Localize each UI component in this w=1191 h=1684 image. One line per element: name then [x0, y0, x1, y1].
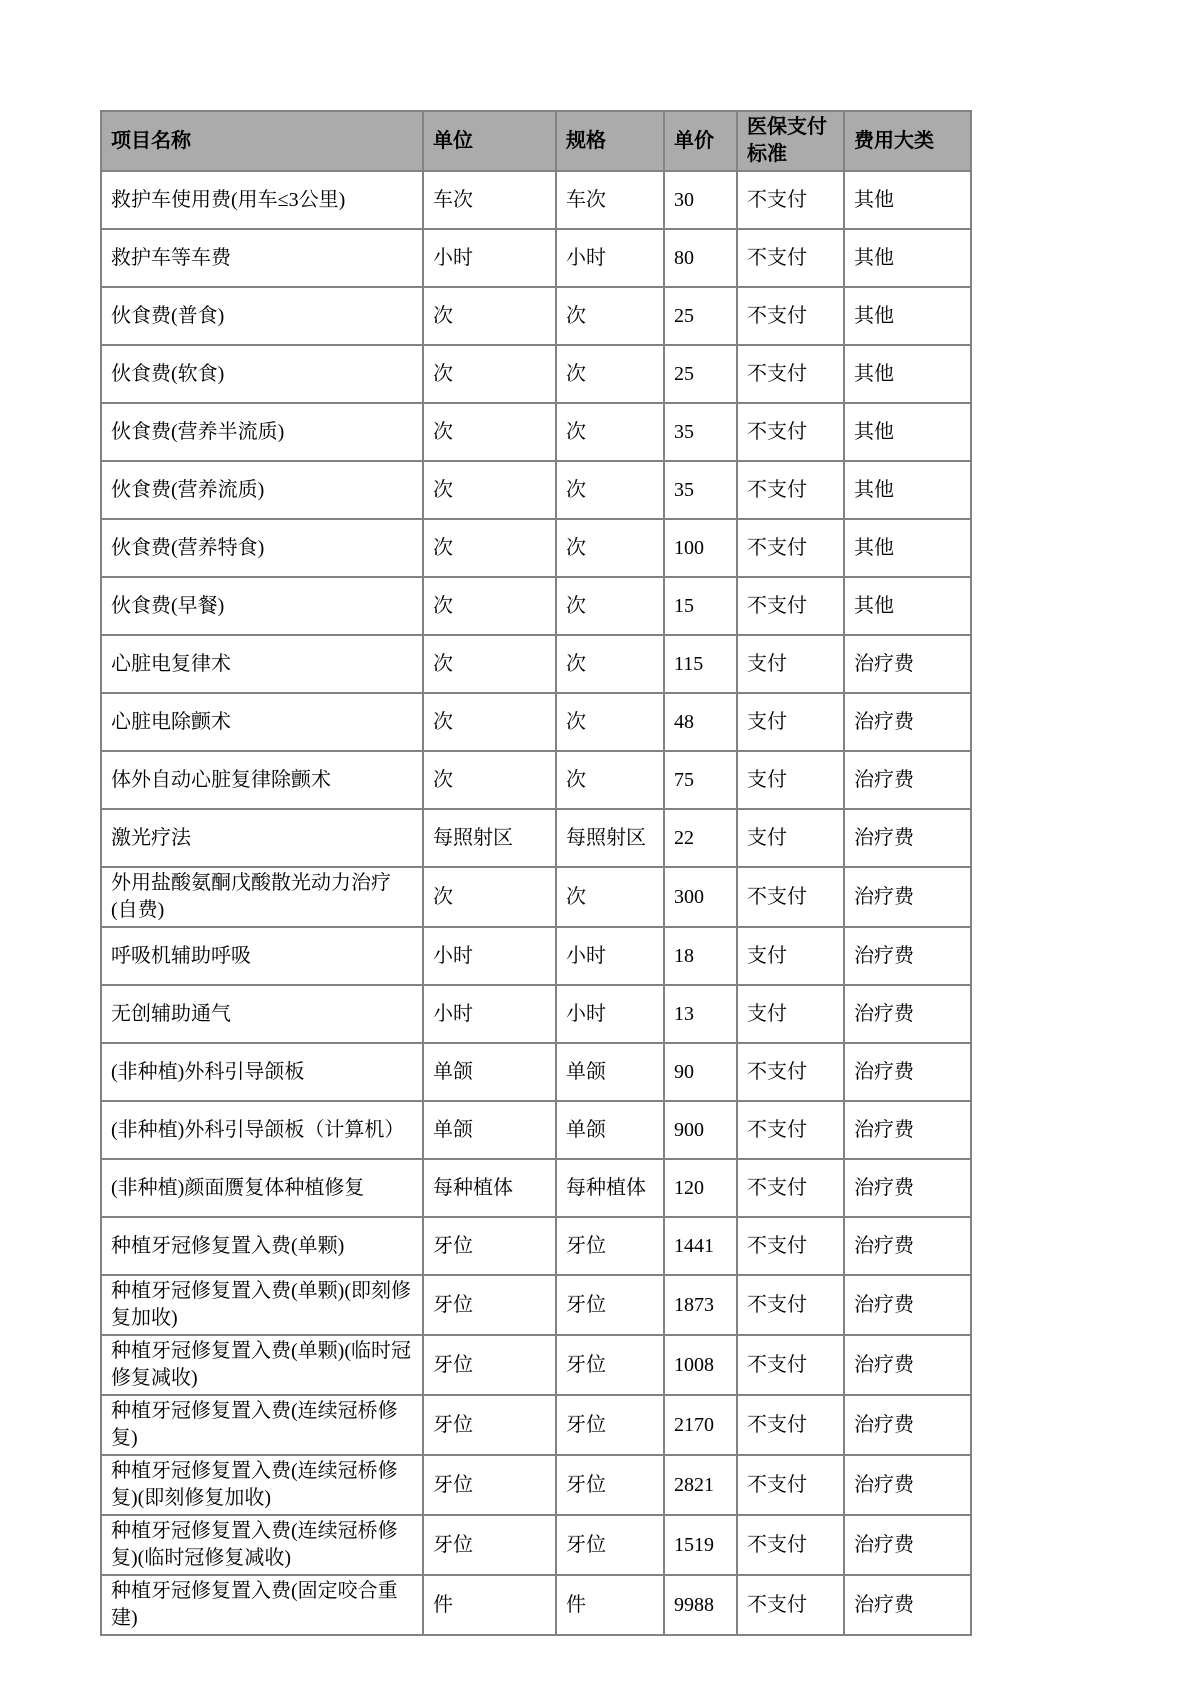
item-name-cell: (非种植)颜面赝复体种植修复	[101, 1159, 423, 1217]
unit-price-cell: 1441	[664, 1217, 737, 1275]
table-row	[101, 345, 971, 403]
spec-cell: 小时	[556, 985, 664, 1043]
unit-price-header: 单价	[664, 111, 737, 171]
unit-cell: 次	[423, 867, 556, 927]
unit-cell: 每照射区	[423, 809, 556, 867]
item-name-cell: 救护车使用费(用车≤3公里)	[101, 171, 423, 229]
item-name-cell: 伙食费(营养半流质)	[101, 403, 423, 461]
fee-category-cell: 其他	[844, 345, 971, 403]
unit-cell: 次	[423, 577, 556, 635]
table-row	[101, 985, 971, 1043]
unit-cell: 小时	[423, 927, 556, 985]
spec-cell: 牙位	[556, 1275, 664, 1335]
unit-price-cell: 13	[664, 985, 737, 1043]
spec-cell: 次	[556, 403, 664, 461]
insurance-standard-cell: 不支付	[737, 867, 844, 927]
table-row	[101, 1159, 971, 1217]
unit-cell: 次	[423, 461, 556, 519]
table-row	[101, 927, 971, 985]
item-name-cell: 种植牙冠修复置入费(单颗)(临时冠修复减收)	[101, 1335, 423, 1395]
fee-category-cell: 治疗费	[844, 1159, 971, 1217]
unit-cell: 次	[423, 403, 556, 461]
unit-cell: 次	[423, 693, 556, 751]
unit-price-cell: 100	[664, 519, 737, 577]
fee-table-header	[101, 111, 971, 171]
table-row	[101, 461, 971, 519]
item-name-cell: 种植牙冠修复置入费(连续冠桥修复)	[101, 1395, 423, 1455]
spec-cell: 小时	[556, 927, 664, 985]
item-name-cell: 种植牙冠修复置入费(连续冠桥修复)(临时冠修复减收)	[101, 1515, 423, 1575]
unit-price-cell: 30	[664, 171, 737, 229]
table-row	[101, 403, 971, 461]
unit-cell: 牙位	[423, 1335, 556, 1395]
unit-price-cell: 48	[664, 693, 737, 751]
item-name-cell: 伙食费(早餐)	[101, 577, 423, 635]
spec-cell: 牙位	[556, 1455, 664, 1515]
fee-category-cell: 其他	[844, 229, 971, 287]
unit-cell: 每种植体	[423, 1159, 556, 1217]
table-row	[101, 1395, 971, 1455]
unit-cell: 牙位	[423, 1395, 556, 1455]
fee-category-cell: 治疗费	[844, 1575, 971, 1635]
item-name-cell: (非种植)外科引导颌板（计算机）	[101, 1101, 423, 1159]
spec-cell: 每照射区	[556, 809, 664, 867]
unit-cell: 牙位	[423, 1455, 556, 1515]
unit-price-cell: 300	[664, 867, 737, 927]
fee-category-cell: 其他	[844, 287, 971, 345]
fee-category-cell: 治疗费	[844, 867, 971, 927]
fee-category-cell: 治疗费	[844, 693, 971, 751]
table-row	[101, 171, 971, 229]
item-name-cell: 无创辅助通气	[101, 985, 423, 1043]
unit-price-cell: 1873	[664, 1275, 737, 1335]
item-name-cell: 种植牙冠修复置入费(固定咬合重建)	[101, 1575, 423, 1635]
fee-category-cell: 治疗费	[844, 751, 971, 809]
spec-cell: 单颌	[556, 1043, 664, 1101]
item-name-header: 项目名称	[101, 111, 423, 171]
insurance-standard-cell: 支付	[737, 693, 844, 751]
item-name-cell: 心脏电复律术	[101, 635, 423, 693]
unit-cell: 次	[423, 287, 556, 345]
insurance-standard-cell: 不支付	[737, 345, 844, 403]
insurance-standard-cell: 支付	[737, 635, 844, 693]
unit-cell: 牙位	[423, 1217, 556, 1275]
table-row	[101, 867, 971, 927]
header-row	[101, 111, 971, 171]
insurance-standard-cell: 不支付	[737, 1159, 844, 1217]
spec-cell: 次	[556, 577, 664, 635]
item-name-cell: 体外自动心脏复律除颤术	[101, 751, 423, 809]
fee-category-cell: 其他	[844, 577, 971, 635]
unit-cell: 次	[423, 519, 556, 577]
table-row	[101, 1101, 971, 1159]
unit-cell: 牙位	[423, 1275, 556, 1335]
unit-price-cell: 1519	[664, 1515, 737, 1575]
unit-price-cell: 115	[664, 635, 737, 693]
fee-category-cell: 治疗费	[844, 1515, 971, 1575]
unit-price-cell: 1008	[664, 1335, 737, 1395]
unit-price-cell: 2821	[664, 1455, 737, 1515]
unit-cell: 次	[423, 635, 556, 693]
item-name-cell: 伙食费(软食)	[101, 345, 423, 403]
insurance-standard-cell: 不支付	[737, 1101, 844, 1159]
spec-cell: 车次	[556, 171, 664, 229]
insurance-standard-cell: 支付	[737, 751, 844, 809]
insurance-standard-cell: 不支付	[737, 403, 844, 461]
unit-cell: 单颌	[423, 1043, 556, 1101]
item-name-cell: 救护车等车费	[101, 229, 423, 287]
item-name-cell: 呼吸机辅助呼吸	[101, 927, 423, 985]
fee-table-body	[101, 171, 971, 1635]
unit-price-cell: 2170	[664, 1395, 737, 1455]
unit-price-cell: 90	[664, 1043, 737, 1101]
unit-price-cell: 22	[664, 809, 737, 867]
spec-cell: 次	[556, 867, 664, 927]
fee-category-cell: 治疗费	[844, 635, 971, 693]
item-name-cell: 种植牙冠修复置入费(单颗)	[101, 1217, 423, 1275]
insurance-standard-cell: 不支付	[737, 461, 844, 519]
insurance-standard-header: 医保支付标准	[737, 111, 844, 171]
item-name-cell: 伙食费(普食)	[101, 287, 423, 345]
unit-cell: 小时	[423, 229, 556, 287]
insurance-standard-cell: 支付	[737, 927, 844, 985]
spec-cell: 小时	[556, 229, 664, 287]
table-row	[101, 577, 971, 635]
item-name-cell: 激光疗法	[101, 809, 423, 867]
table-row	[101, 635, 971, 693]
fee-category-cell: 其他	[844, 171, 971, 229]
unit-price-cell: 80	[664, 229, 737, 287]
fee-category-cell: 治疗费	[844, 1217, 971, 1275]
table-row	[101, 693, 971, 751]
insurance-standard-cell: 不支付	[737, 519, 844, 577]
unit-cell: 牙位	[423, 1515, 556, 1575]
spec-cell: 次	[556, 519, 664, 577]
fee-category-cell: 治疗费	[844, 1335, 971, 1395]
item-name-cell: 伙食费(营养流质)	[101, 461, 423, 519]
fee-category-cell: 治疗费	[844, 927, 971, 985]
unit-cell: 件	[423, 1575, 556, 1635]
spec-cell: 次	[556, 345, 664, 403]
insurance-standard-cell: 不支付	[737, 577, 844, 635]
spec-cell: 次	[556, 635, 664, 693]
unit-cell: 单颌	[423, 1101, 556, 1159]
table-row	[101, 751, 971, 809]
spec-cell: 次	[556, 287, 664, 345]
unit-price-cell: 25	[664, 287, 737, 345]
insurance-standard-cell: 不支付	[737, 1395, 844, 1455]
insurance-standard-cell: 不支付	[737, 229, 844, 287]
item-name-cell: 心脏电除颤术	[101, 693, 423, 751]
fee-category-cell: 治疗费	[844, 1395, 971, 1455]
item-name-cell: 外用盐酸氨酮戊酸散光动力治疗(自费)	[101, 867, 423, 927]
table-row	[101, 229, 971, 287]
table-row	[101, 1515, 971, 1575]
spec-cell: 牙位	[556, 1395, 664, 1455]
unit-cell: 车次	[423, 171, 556, 229]
insurance-standard-cell: 不支付	[737, 1515, 844, 1575]
spec-cell: 次	[556, 461, 664, 519]
fee-category-cell: 其他	[844, 519, 971, 577]
spec-cell: 次	[556, 693, 664, 751]
unit-price-cell: 18	[664, 927, 737, 985]
fee-category-header: 费用大类	[844, 111, 971, 171]
unit-cell: 小时	[423, 985, 556, 1043]
fee-category-cell: 治疗费	[844, 1101, 971, 1159]
table-row	[101, 1575, 971, 1635]
table-row	[101, 1043, 971, 1101]
insurance-standard-cell: 支付	[737, 985, 844, 1043]
unit-cell: 次	[423, 751, 556, 809]
unit-price-cell: 120	[664, 1159, 737, 1217]
table-row	[101, 519, 971, 577]
table-row	[101, 287, 971, 345]
spec-cell: 牙位	[556, 1335, 664, 1395]
table-row	[101, 1455, 971, 1515]
table-row	[101, 1275, 971, 1335]
item-name-cell: 种植牙冠修复置入费(单颗)(即刻修复加收)	[101, 1275, 423, 1335]
insurance-standard-cell: 不支付	[737, 287, 844, 345]
fee-table	[100, 110, 972, 1636]
insurance-standard-cell: 不支付	[737, 1217, 844, 1275]
fee-category-cell: 治疗费	[844, 1275, 971, 1335]
spec-cell: 牙位	[556, 1515, 664, 1575]
unit-price-cell: 35	[664, 461, 737, 519]
spec-cell: 每种植体	[556, 1159, 664, 1217]
unit-price-cell: 35	[664, 403, 737, 461]
unit-price-cell: 15	[664, 577, 737, 635]
unit-price-cell: 25	[664, 345, 737, 403]
spec-cell: 牙位	[556, 1217, 664, 1275]
insurance-standard-cell: 不支付	[737, 1043, 844, 1101]
insurance-standard-cell: 不支付	[737, 171, 844, 229]
insurance-standard-cell: 不支付	[737, 1275, 844, 1335]
fee-category-cell: 治疗费	[844, 1455, 971, 1515]
table-row	[101, 1335, 971, 1395]
unit-price-cell: 900	[664, 1101, 737, 1159]
unit-price-cell: 75	[664, 751, 737, 809]
unit-header: 单位	[423, 111, 556, 171]
insurance-standard-cell: 不支付	[737, 1335, 844, 1395]
unit-price-cell: 9988	[664, 1575, 737, 1635]
item-name-cell: (非种植)外科引导颌板	[101, 1043, 423, 1101]
spec-cell: 件	[556, 1575, 664, 1635]
fee-category-cell: 其他	[844, 403, 971, 461]
insurance-standard-cell: 不支付	[737, 1575, 844, 1635]
unit-cell: 次	[423, 345, 556, 403]
table-row	[101, 809, 971, 867]
insurance-standard-cell: 不支付	[737, 1455, 844, 1515]
item-name-cell: 种植牙冠修复置入费(连续冠桥修复)(即刻修复加收)	[101, 1455, 423, 1515]
fee-category-cell: 治疗费	[844, 809, 971, 867]
fee-category-cell: 其他	[844, 461, 971, 519]
item-name-cell: 伙食费(营养特食)	[101, 519, 423, 577]
spec-header: 规格	[556, 111, 664, 171]
fee-category-cell: 治疗费	[844, 985, 971, 1043]
fee-category-cell: 治疗费	[844, 1043, 971, 1101]
table-row	[101, 1217, 971, 1275]
spec-cell: 次	[556, 751, 664, 809]
insurance-standard-cell: 支付	[737, 809, 844, 867]
spec-cell: 单颌	[556, 1101, 664, 1159]
